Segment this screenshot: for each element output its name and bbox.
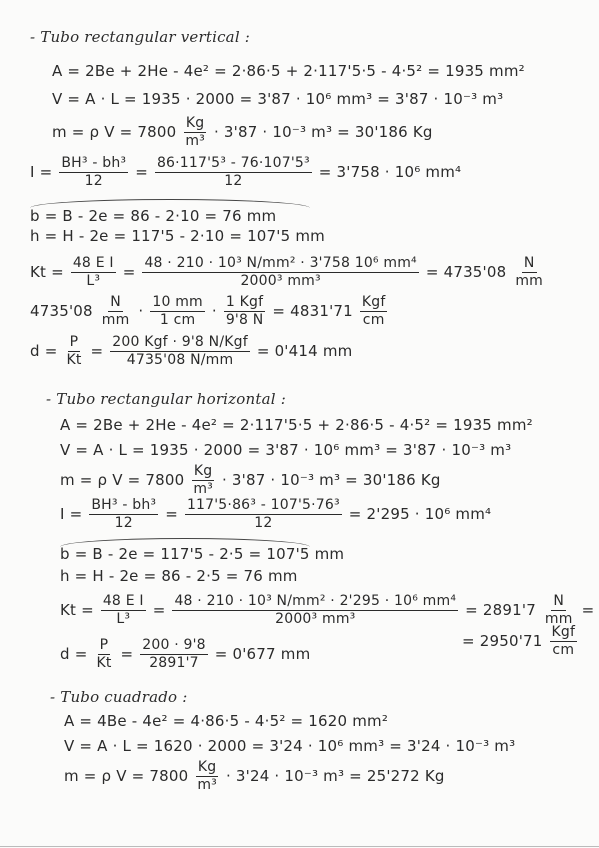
deflection-formula: d = $\frac{P}{Kt}$ = $\frac{\text{200 Kgf · 9'8 N/Kgf}}{4735'08 N/mm}$ = 0'414 mm bbox=[30, 334, 353, 368]
stiffness-conversion: 4735'08 $\frac{N}{mm}$ · $\frac{10 mm}{1 cm}$ · $\frac{\text{1 Kgf}}{9'8 N}$ = 4831'71 $\frac{\text{Kgf}}{cm}$ bbox=[30, 294, 386, 328]
area-formula: A = 2Be + 2He - 4e² = 2·86·5 + 2·117'5·5 - 4·5² = 1935 mm² bbox=[52, 62, 525, 80]
area-formula: A = 2Be + 2He - 4e² = 2·117'5·5 + 2·86·5 - 4·5² = 1935 mm² bbox=[60, 416, 533, 434]
inner-width-formula: b = B - 2e = 86 - 2·10 = 76 mm bbox=[30, 207, 277, 225]
section-heading-vertical: - Tubo rectangular vertical : bbox=[30, 28, 251, 46]
inertia-fraction: $\frac{\text{BH³ - bh³}}{12}$ bbox=[61, 155, 127, 189]
unit-fraction: $\frac{Kg}{\text{m³}}$ bbox=[185, 115, 205, 149]
area-formula: A = 4Be - 4e² = 4·86·5 - 4·5² = 1620 mm² bbox=[64, 712, 389, 730]
volume-formula: V = A · L = 1935 · 2000 = 3'87 · 10⁶ mm³ = 3'87 · 10⁻³ m³ bbox=[52, 90, 504, 108]
stiffness-formula: Kt = $\frac{\text{48 E I}}{\text{L³}}$ = $\frac{\text{48 · 210 · 10³ N/mm² · 2'295 · 10⁶ mm⁴}}{\text{2000³ mm³}}$ = 2891'7 $\frac{N}{mm}$ = bbox=[60, 593, 595, 627]
deflection-formula: d = $\frac{P}{Kt}$ = $\frac{200 \cdot 9'8}{2891'7}$ = 0'677 mm bbox=[60, 637, 311, 671]
inner-width-formula: b = B - 2e = 117'5 - 2·5 = 107'5 mm bbox=[60, 545, 345, 563]
section-heading-square: - Tubo cuadrado : bbox=[50, 688, 188, 706]
volume-formula: V = A · L = 1935 · 2000 = 3'87 · 10⁶ mm³ = 3'87 · 10⁻³ m³ bbox=[60, 441, 512, 459]
mass-formula: m = ρ V = 7800 $\frac{Kg}{\text{m³}}$ · 3'87 · 10⁻³ m³ = 30'186 Kg bbox=[52, 115, 433, 149]
bottom-edge bbox=[0, 846, 599, 847]
inertia-values-fraction: $\frac{\text{86·117'5³ - 76·107'5³}}{12}$ bbox=[156, 155, 310, 189]
inner-height-formula: h = H - 2e = 117'5 - 2·10 = 107'5 mm bbox=[30, 227, 325, 245]
mass-formula: m = ρ V = 7800 $\frac{Kg}{\text{m³}}$ · 3'87 · 10⁻³ m³ = 30'186 Kg bbox=[60, 463, 441, 497]
section-heading-horizontal: - Tubo rectangular horizontal : bbox=[46, 390, 286, 408]
inertia-formula: I = $\frac{\text{BH³ - bh³}}{12}$ = $\frac{\text{117'5·86³ - 107'5·76³}}{12}$ = 2'295 · 10⁶ mm⁴ bbox=[60, 497, 492, 531]
stiffness-conversion: = 2950'71 $\frac{\text{Kgf}}{cm}$ bbox=[462, 624, 576, 658]
stiffness-formula: Kt = $\frac{\text{48 E I}}{\text{L³}}$ = $\frac{\text{48 · 210 · 10³ N/mm² · 3'758 10⁶ mm⁴}}{\text{2000³ mm³}}$ = 4735'08 $\frac{N}{mm}$ bbox=[30, 255, 544, 289]
volume-formula: V = A · L = 1620 · 2000 = 3'24 · 10⁶ mm³ = 3'24 · 10⁻³ m³ bbox=[64, 737, 516, 755]
inertia-formula: I = $\frac{\text{BH³ - bh³}}{12}$ = $\frac{\text{86·117'5³ - 76·107'5³}}{12}$ = 3'758 · 10⁶ mm⁴ bbox=[30, 155, 462, 189]
mass-formula: m = ρ V = 7800 $\frac{Kg}{\text{m³}}$ · 3'24 · 10⁻³ m³ = 25'272 Kg bbox=[64, 759, 445, 793]
inner-height-formula: h = H - 2e = 86 - 2·5 = 76 mm bbox=[60, 567, 298, 585]
